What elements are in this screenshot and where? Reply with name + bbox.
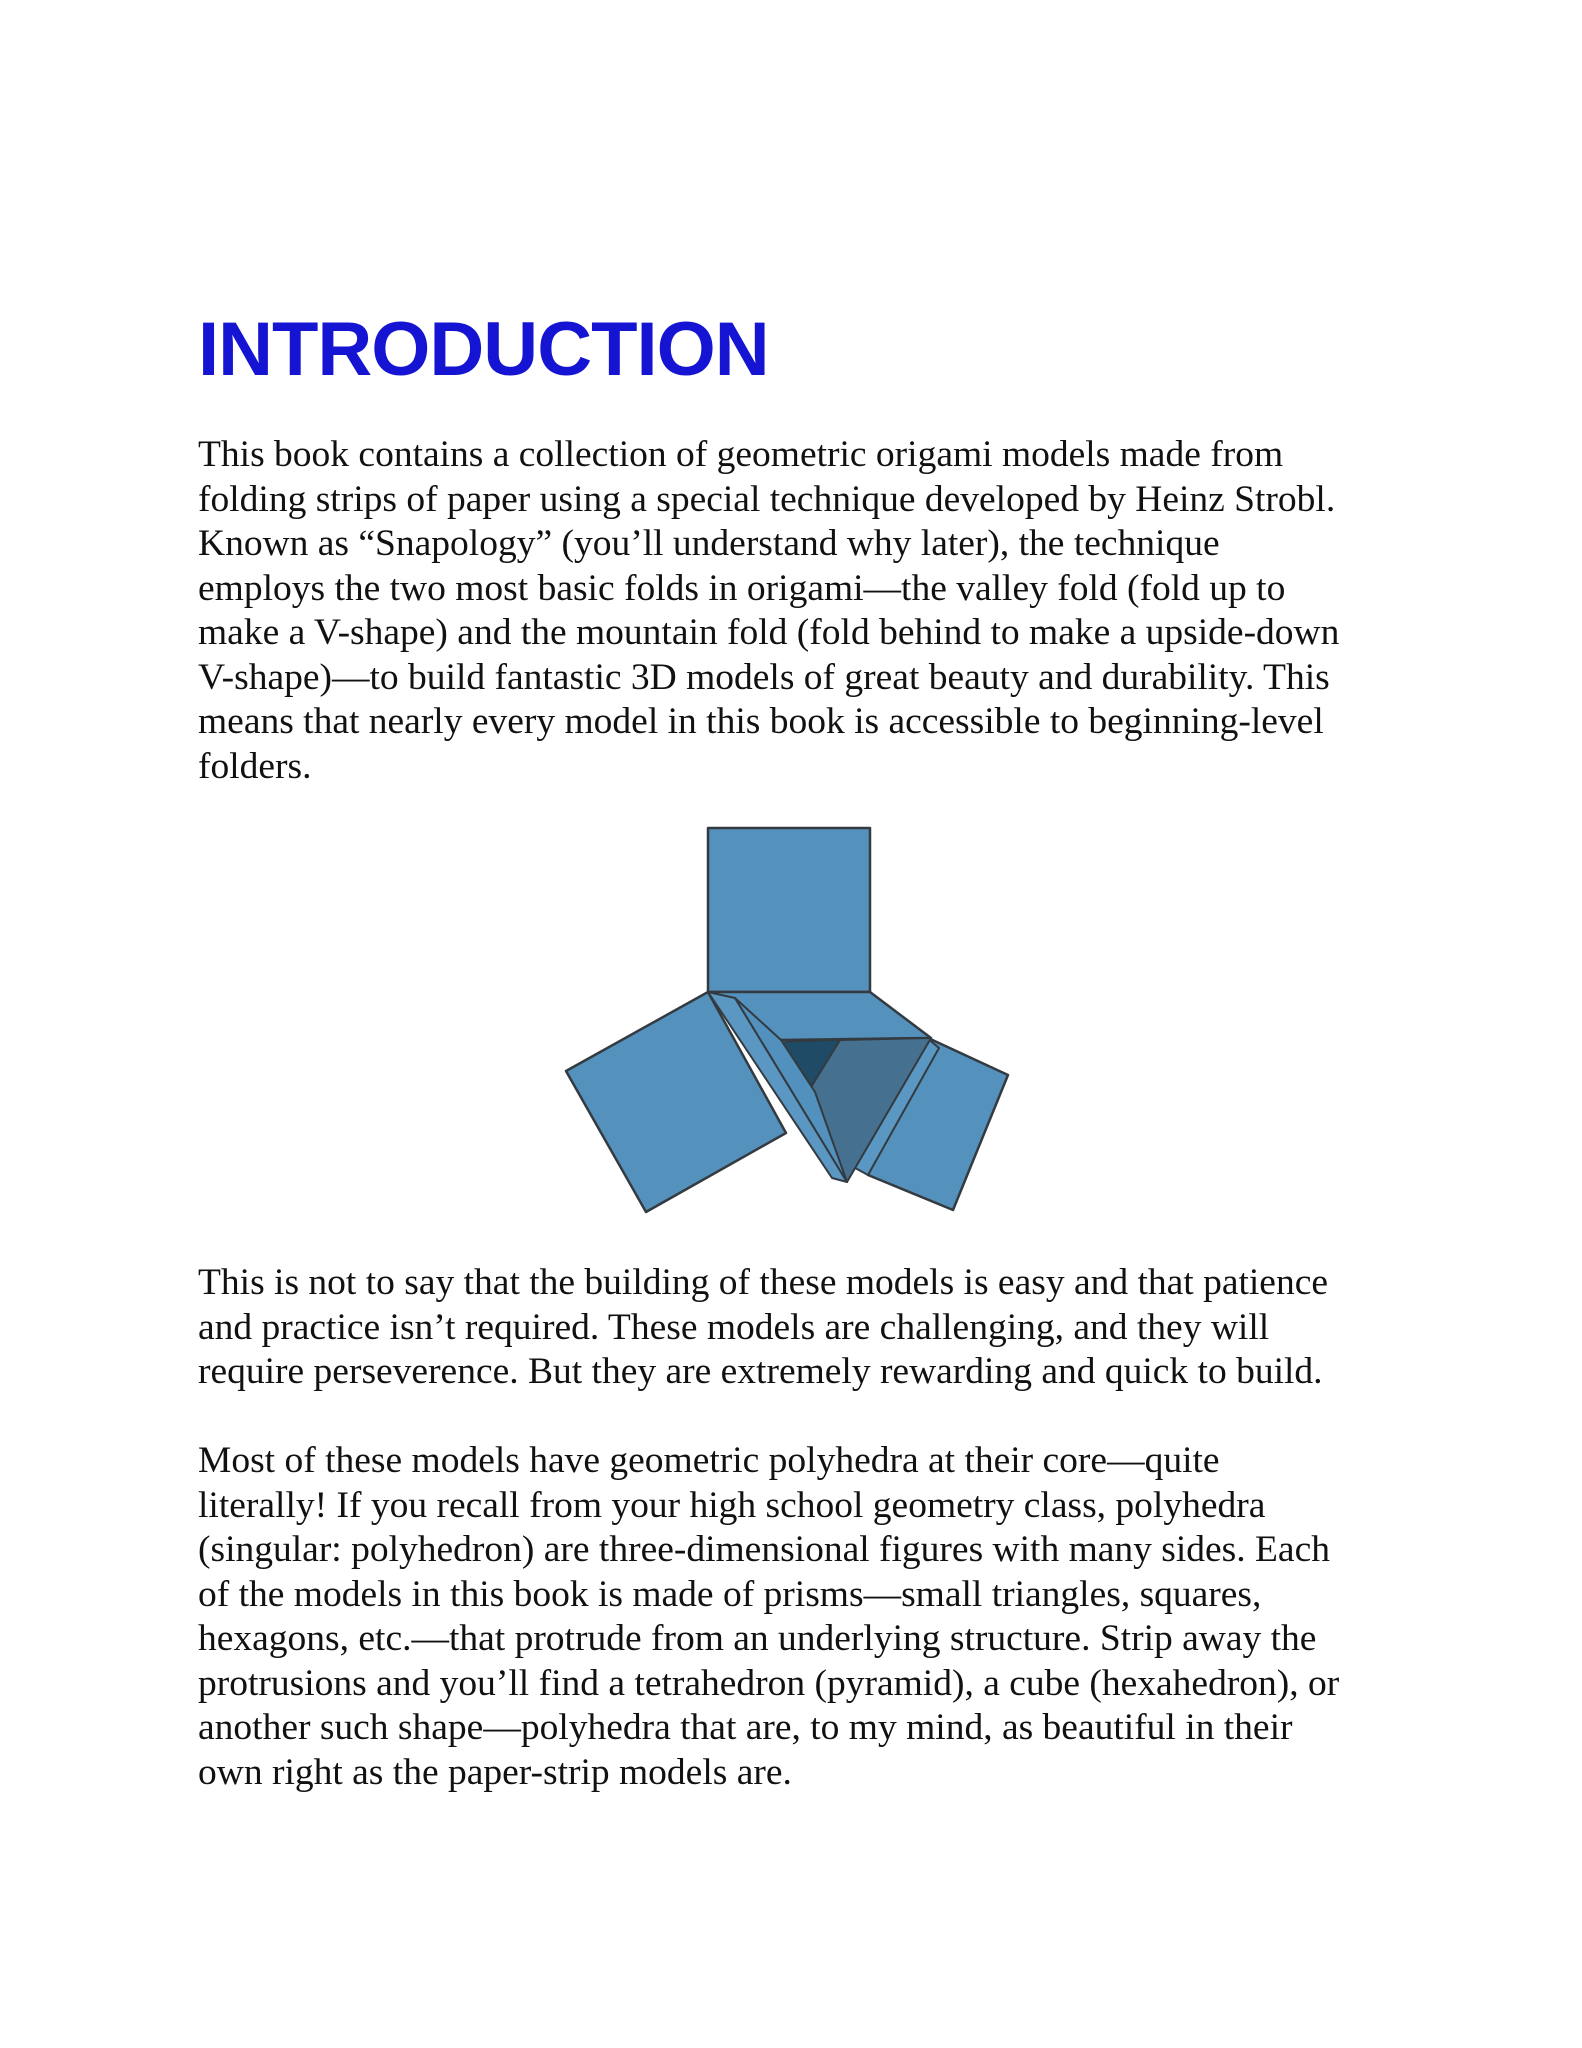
- paragraph-line: This is not to say that the building of these models is easy and that patience: [198, 1262, 1328, 1303]
- paragraph-line: require perseverence. But they are extremely rewarding and quick to build.: [198, 1351, 1323, 1392]
- paragraph-line: make a V-shape) and the mountain fold (fold behind to make a upside-down: [198, 612, 1340, 653]
- paragraph-line: protrusions and you’ll find a tetrahedron (pyramid), a cube (hexahedron), or: [198, 1662, 1340, 1704]
- paragraph-line: means that nearly every model in this book is accessible to beginning-level: [198, 701, 1324, 742]
- paragraph-line: of the models in this book is made of prisms—small triangles, squares,: [198, 1573, 1262, 1615]
- paragraph-line: hexagons, etc.—that protrude from an underlying structure. Strip away the: [198, 1618, 1317, 1659]
- origami-model-illustration: [556, 820, 1016, 1220]
- page-title: INTRODUCTION: [198, 307, 769, 392]
- paragraph-line: folders.: [198, 745, 312, 787]
- paragraph-line: employs the two most basic folds in origami—the valley fold (fold up to: [198, 567, 1286, 609]
- paragraph-line: and practice isn’t required. These models are challenging, and they will: [198, 1306, 1270, 1348]
- intro-paragraph-3: [198, 1439, 1408, 1795]
- paragraph-line: Known as “Snapology” (you’ll understand why later), the technique: [198, 523, 1220, 564]
- paragraph-line: literally! If you recall from your high school geometry class, polyhedra: [198, 1484, 1266, 1526]
- paragraph-line: another such shape—polyhedra that are, to my mind, as beautiful in their: [198, 1707, 1293, 1748]
- paragraph-line: This book contains a collection of geometric origami models made from: [198, 434, 1284, 475]
- paragraph-line: own right as the paper-strip models are.: [198, 1751, 792, 1793]
- top-arm-face: [708, 828, 870, 992]
- paragraph-line: (singular: polyhedron) are three-dimensional figures with many sides. Each: [198, 1529, 1330, 1570]
- paragraph-line: Most of these models have geometric polyhedra at their core—quite: [198, 1440, 1220, 1481]
- intro-paragraph-1: [198, 433, 1408, 789]
- intro-paragraph-2: [198, 1261, 1408, 1395]
- paragraph-line: V-shape)—to build fantastic 3D models of great beauty and durability. This: [198, 656, 1330, 698]
- paragraph-line: folding strips of paper using a special technique developed by Heinz Strobl.: [198, 478, 1336, 520]
